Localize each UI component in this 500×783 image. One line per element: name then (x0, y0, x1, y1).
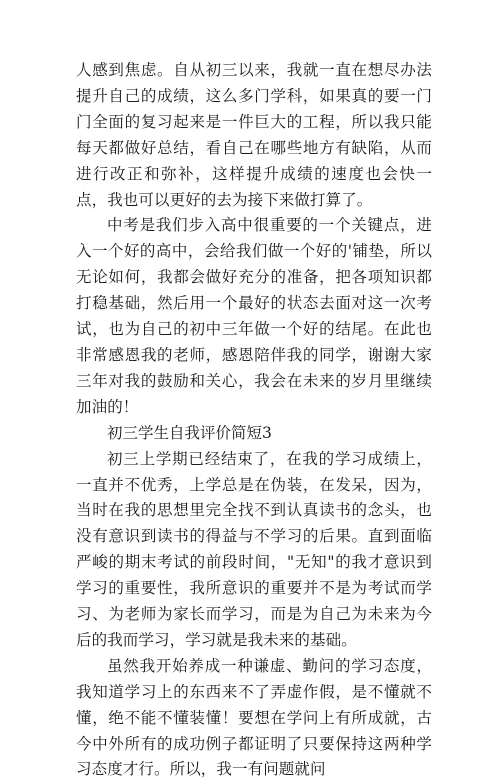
paragraph-continuation: 人感到焦虑。自从初三以来，我就一直在想尽办法提升自己的成绩，这么多门学科，如果真的要一门门全面的复习起来是一件巨大的工程，所以我只能每天都做好总结，看自己在哪些地方有缺陷，从而进行改正和弥补，这样提升成绩的速度也会快一点，我也可以更好的去为接下来做打算了。 (76, 61, 432, 209)
paragraph-exam: 中考是我们步入高中很重要的一个关键点，进入一个好的高中，会给我们做一个好的'铺垫，所以无论如何，我都会做好充分的准备，把各项知识都打稳基础，然后用一个最好的状态去面对这一次考试，也为自己的初中三年做一个好的结尾。在此也非常感恩我的老师，感恩陪伴我的同学，谢谢大家三年对我的鼓励和关心，我会在未来的岁月里继续加油的！ (76, 216, 432, 416)
paragraph-first-semester: 初三上学期已经结束了，在我的学习成绩上，一直并不优秀，上学总是在伪装，在发呆，因为，当时在我的思想里完全找不到认真读书的念头，也没有意识到读书的得益与不学习的后果。直到面临严峻的期末考试的前段时间，"无知"的我才意识到学习的重要性，我所意识的重要并不是为考试而学习、为老师为家长而学习，而是为自己为未来为今后的我而学习，学习就是我未来的基础。 (76, 449, 432, 649)
section-heading: 初三学生自我评价简短3 (107, 423, 272, 442)
paragraph-learning-attitude: 虽然我开始养成一种谦虚、勤问的学习态度，我知道学习上的东西来不了弄虚作假，是不懂就不懂，绝不能不懂装懂！要想在学问上有所成就，古今中外所有的成功例子都证明了只要保持这两种学习态度才行。所以，我一有问题就问 (76, 656, 432, 779)
